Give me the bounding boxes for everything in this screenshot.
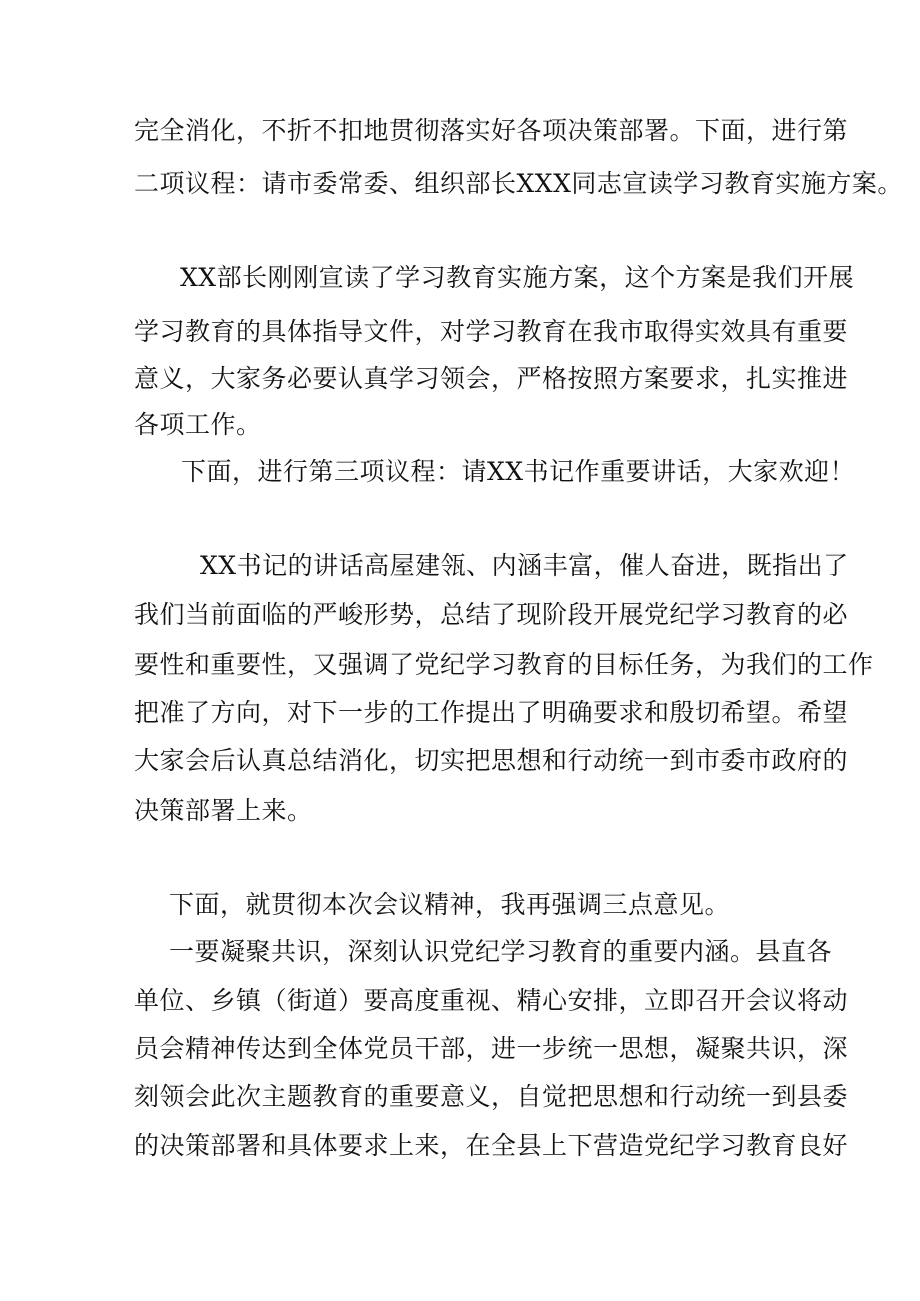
paragraph-line: 二项议程：请市委常委、组织部长XXX同志宣读学习教育实施方案。 bbox=[134, 169, 903, 198]
paragraph-line: 学习教育的具体指导文件，对学习教育在我市取得实效具有重要 bbox=[134, 317, 849, 346]
paragraph-line: 单位、乡镇（街道）要高度重视、精心安排，立即召开会议将动 bbox=[134, 986, 849, 1015]
paragraph-line: 要性和重要性，又强调了党纪学习教育的目标任务，为我们的工作 bbox=[134, 650, 874, 679]
paragraph-line: 下面，进行第三项议程：请XX书记作重要讲话，大家欢迎！ bbox=[181, 457, 856, 486]
paragraph-line: 下面，就贯彻本次会议精神，我再强调三点意见。 bbox=[169, 890, 731, 919]
paragraph-line: 完全消化，不折不扣地贯彻落实好各项决策部署。下面，进行第 bbox=[134, 116, 849, 145]
paragraph-line: 决策部署上来。 bbox=[134, 796, 313, 825]
paragraph-line: 刻领会此次主题教育的重要意义，自觉把思想和行动统一到县委 bbox=[134, 1082, 849, 1111]
paragraph-line: XX书记的讲话高屋建瓴、内涵丰富，催人奋进，既指出了 bbox=[200, 551, 849, 580]
paragraph-line: 大家会后认真总结消化，切实把思想和行动统一到市委市政府的 bbox=[134, 746, 849, 775]
paragraph-line: 我们当前面临的严峻形势，总结了现阶段开展党纪学习教育的必 bbox=[134, 600, 849, 629]
paragraph-line: 员会精神传达到全体党员干部，进一步统一思想，凝聚共识，深 bbox=[134, 1034, 849, 1063]
paragraph-line: 的决策部署和具体要求上来，在全县上下营造党纪学习教育良好 bbox=[134, 1131, 849, 1160]
paragraph-line: 把准了方向，对下一步的工作提出了明确要求和殷切希望。希望 bbox=[134, 698, 849, 727]
paragraph-line: XX部长刚刚宣读了学习教育实施方案，这个方案是我们开展 bbox=[180, 263, 855, 292]
paragraph-line: 一要凝聚共识，深刻认识党纪学习教育的重要内涵。县直各 bbox=[169, 937, 833, 966]
paragraph-line: 各项工作。 bbox=[134, 410, 262, 439]
paragraph-line: 意义，大家务必要认真学习领会，严格按照方案要求，扎实推进 bbox=[134, 364, 849, 393]
